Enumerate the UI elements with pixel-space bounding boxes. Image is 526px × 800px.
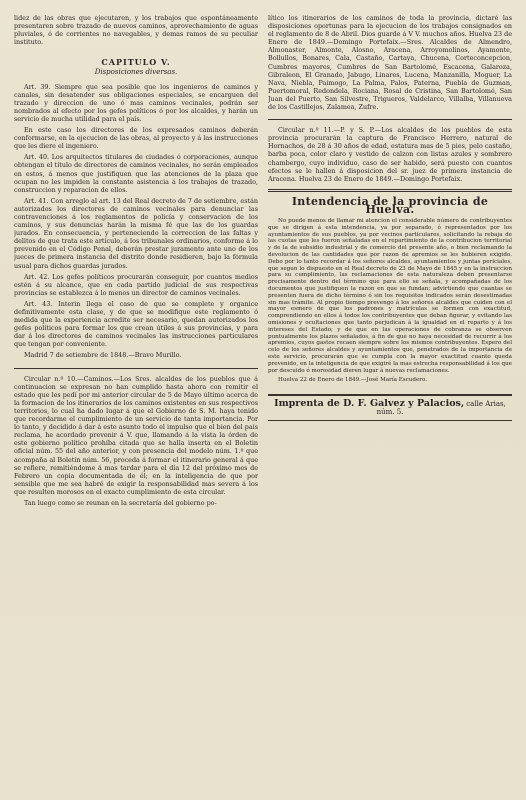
- circular-10-continued: Tan luego como se reunan en la secretaría del gobierno po-: [24, 498, 217, 507]
- printer-imprint: [268, 394, 512, 421]
- imprint-address: calle Arias, núm. 5.: [376, 400, 506, 417]
- article-41: Art. 41. Con arreglo al art. 13 del Real decreto de 7 de setiembre, están autorizados los directores de caminos vecinales para denunciar las contravenciones á los reglamentos de policía y conservacion de los caminos, y sus denuncias harán la misma fé que las de los guardas jurados. En consecuencia, y perteneciendo la correccion de las faltas y delitos de que trata este artículo, á los tribunales ordinarios, conforme á lo prevenido en el Código Penal, deberán prestar juramento ante uno de los jueces de primera instancia del distrito donde residieren, bajo la fórmula usual para dichos guardas jurados.: [14, 196, 258, 270]
- chapter-heading: CAPITULO V.: [101, 57, 171, 68]
- intendencia-signature: Huelva 22 de Enero de 1849.—José María Escudero.: [278, 377, 428, 384]
- intendencia-notice: No puede menos de llamar mi atencion el considerable número de contribuyentes que se dirigen á esta intendencia, ya por separado, ó representados por los ayuntamientos de sus pueblos, ya por vecinos particulares, solicitando la rebaja de las cuotas que les fueron señaladas en el repartimiento de la contribucion territorial y de la de subsidio industrial y de comercio del presente año, o bien reclamando la devolucion de las cantidades que por razon de apremios se les hubieren exigido. Debo por lo tanto recordar á los señores alcaldes, ayuntamientos y juntas periciales, que segun lo dispuesto en el Real decreto de 23 de Mayo de 1845 y en la instruccion para su cumplimiento, las reclamaciones de esta naturaleza deben presentarse precisamente dentro del término que para ello se señala, y acompañadas de los documentos que justifiquen la razon en que se fundan; advirtiendo que cuantas se presenten fuera de dicho término ó sin los requisitos indicados serán desestimadas sin mas trámite. Al propio tiempo prevengo á los señores alcaldes que cuiden con el mayor esmero de que los padrones y matrículas se formen con exactitud, comprendiendo en ellos á todos los contribuyentes que deban figurar, y evitando las omisiones y ocultaciones que tanto perjudican á la igualdad en el reparto y á los intereses del Estado; y de que en las operaciones de cobranza se observen puntualmente los plazos señalados, á fin de que no haya necesidad de recurrir á los apremios, cuyos gastos recaen siempre sobre los mismos contribuyentes. Espero del celo de los señores alcaldes y ayuntamientos que, penetrados de la importancia de este servicio, procurarán que se cumpla con la mayor exactitud cuanto queda prevenido, en la inteligencia de que exigiré la mas estrecha responsabilidad á los que por descuido ó morosidad dieren lugar á nuevas reclamaciones.: [268, 217, 512, 374]
- intendencia-heading: Intendencia de la provincia de Huelva.: [291, 194, 489, 216]
- imprint-name: Imprenta de D. F. Galvez y Palacios,: [274, 398, 465, 410]
- article-39: Art. 39. Siempre que sea posible que los ingenieros de caminos y canales, sin desatender sus obligaciones especiales, se encarguen del trazado y direccion de uno ó mas caminos vecinales, podrán ser nombrados al efecto por los gefes políticos ó por los alcaldes, y harán un servicio de mucha utilidad para el país.: [14, 82, 258, 123]
- article-43: Art. 43. Interin llega el caso de que se complete y organice definitivamente esta clase, y de que se modifique este reglamento ó medida que la experiencia acredite ser necesario, quedan autorizados los gefes políticos para formar los que crean útiles á sus provincias, y para dar á los directores de caminos vecinales las instrucciones particulares que tengan por conveniente.: [14, 299, 258, 349]
- circular-10: Circular n.º 10.—Caminos.—Los Sres. alcaldes de los pueblos que á continuacion se expresan no han cumplido hasta ahora con remitir el estado que les pedí por mi anterior circular de 5 de Mayo último acerca de la formacion de los itinerarios de los caminos existentes en sus respectivos territorios, lo cual ha dado lugar á que el Gobierno de S. M. haya tenido que recordarme el cumplimiento de un servicio de tanta importancia. Por lo tanto, y decidido á dar á este asunto todo el impulso que el bien del país reclama, he acordado prevenir á V. que, llamando á la vista la órden de este gobierno político prohíba citada que se halla inserta en el Boletin oficial núm. 55 del año anterior, y con presencia del modelo núm. 1.º que acompaña al Boletin núm. 56, proceda á formar el itinerario general á que se refiere, remitiéndome á mas tardar para el día 12 del próximo mes de Febrero un copia documentada de él; en la inteligencia de que por sensible que me sea habré de exigir la responsabilidad mas severa á los que resulten morosos en el exacto cumplimiento de esta circular.: [14, 374, 258, 496]
- circular-11: Circular n.º 11.—P. y S. P.—Los alcaldes de los pueblos de esta provincia procurarán la captura de Francisco Herrero, natural de Hornachos, de 28 á 30 años de edad, estatura mas de 5 pies, pelo castaño, barba poca, color claro y vestido de calzon con listas azules y sombrero chambergo, cuyo individuo, caso de ser habido, será puesto con cuantos efectos se le hallen á disposicion del sr. juez de primera instancia de Aracena. Huelva 23 de Enero de 1849.—Domingo Portefaix.: [268, 126, 512, 183]
- right-column: [268, 14, 512, 790]
- section-divider: [14, 368, 258, 369]
- article-42: Art. 42. Los gefes políticos procurarán conseguir, por cuantos medios estén á su alcance, que en cada partido judicial de sus respectivas provincias se establezca á lo menos un director de caminos vecinales.: [14, 272, 258, 297]
- columns: [14, 14, 512, 790]
- intro-paragraph: lidez de las obras que ejecutaren, y los trabajos que espontáneamente presentaren sobre trazado de nuevos caminos, aprovechamiento de aguas pluviales, ó de corrientes no navegables, y demas ramos de su peculiar instituto.: [14, 14, 258, 47]
- decree-signature: Madrid 7 de setiembre de 1848.—Bravo Murillo.: [24, 351, 182, 360]
- chapter-subtitle: Disposiciones diversas.: [94, 68, 178, 77]
- section-divider-double: [268, 189, 512, 192]
- section-divider: [268, 119, 512, 120]
- article-39-continued: En este caso los directores de los expresados caminos deberán conformarse, en la ejecucion de las obras, al proyecto y á las instrucciones que les diere el ingeniero.: [14, 126, 258, 151]
- right-top-paragraph: lítico los itinerarios de los caminos de toda la provincia, dictaré las disposiciones oportunas para la ejecucion de los trabajos consignados en el reglamento de 8 de Abril. Dios guarde á V V. muchos años. Huelva 23 de Enero de 1849.—Domingo Portefaix.—Sres. Alcaldes de Almendro, Almonaster, Almonte, Alosno, Aracena, Arroyomolinos, Ayamonte, Bollullos, Bonares, Cala, Castaño, Cartaya, Chucena, Corteconcepcion, Cumbres mayores, Cumbres de San Bartolomé, Escacena, Galaroza, Gibraleon, El Granado, Jabugo, Linares, Lucena, Manzanilla, Moguer, La Nava, Niebla, Paimogo, La Palma, Palos, Paterna, Puebla de Guzman, Puertomoral, Redondela, Rociana, Rosal de Cristina, San Bartolomé, San Juan del Puerto, San Silvestre, Trigueros, Valdelarco, Villalba, Villanueva de los Castillejos, Zalamea, Zufre.: [268, 14, 512, 112]
- article-40: Art. 40. Los arquitectos titulares de ciudades ó corporaciones, aunque obtengan el título de directores de caminos vecinales, no serán empleados en estos, á menos que justifiquen que las atenciones de la plaza que ocupan no les impiden la constante asistencia á los trabajos de trazado, construccion y reparacion de ellos.: [14, 153, 258, 194]
- left-column: [14, 14, 258, 790]
